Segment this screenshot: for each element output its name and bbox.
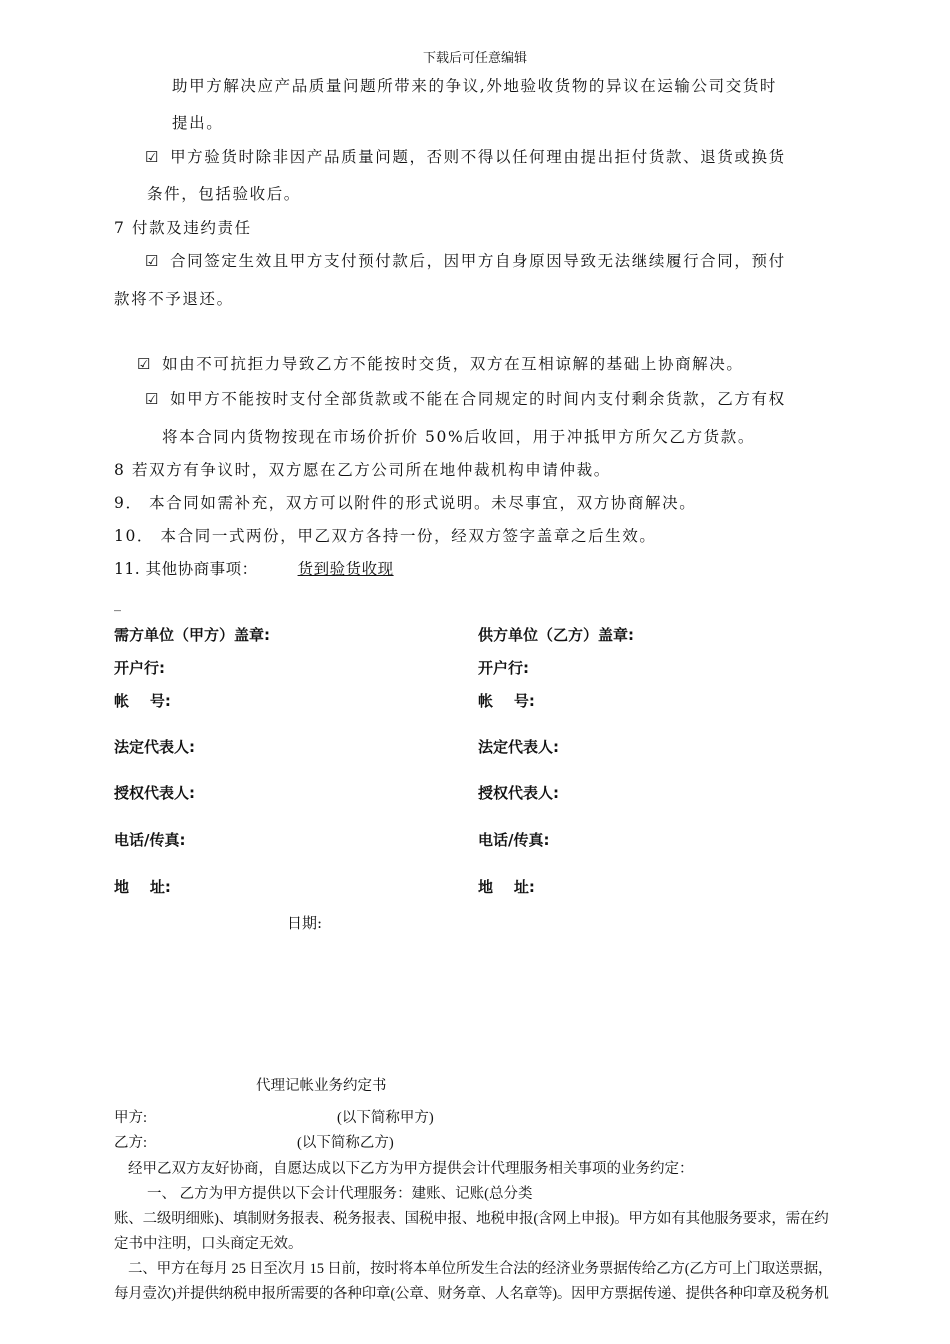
section-8: 8 若双方有争议时，双方愿在乙方公司所在地仲裁机构申请仲裁。 bbox=[114, 461, 611, 479]
seller-seal-label: 供方单位（乙方）盖章: bbox=[478, 626, 634, 644]
clause-inspection-cont: 条件，包括验收后。 bbox=[147, 185, 301, 203]
buyer-account-label: 帐 号: bbox=[114, 692, 171, 710]
section-7-title: 7 付款及违约责任 bbox=[114, 219, 252, 237]
agreement-title: 代理记帐业务约定书 bbox=[256, 1078, 387, 1094]
buyer-address-label: 地 址: bbox=[114, 878, 171, 896]
clause-text: 合同签定生效且甲方支付预付款后，因甲方自身原因导致无法继续履行合同，预付 bbox=[170, 252, 786, 270]
seller-authorized-rep-label: 授权代表人: bbox=[478, 784, 559, 802]
clause-inspection bbox=[145, 145, 786, 167]
page-header: 下载后可任意编辑 bbox=[422, 51, 527, 66]
checkbox-checked-icon: ☑ bbox=[145, 390, 161, 408]
clause-late-payment bbox=[145, 387, 786, 409]
clause-prepayment-cont: 款将不予退还。 bbox=[114, 290, 234, 308]
dash-mark: _ bbox=[114, 596, 121, 612]
agreement-item-1-cont: 账、二级明细账)、填制财务报表、税务报表、国税申报、地税申报(含网上申报)。甲方如有其他服务要求，需在约 bbox=[114, 1211, 829, 1227]
date-label: 日期: bbox=[287, 914, 323, 932]
agreement-item-1-end: 定书中注明，口头商定无效。 bbox=[114, 1236, 303, 1252]
party-a-label: 甲方: bbox=[114, 1110, 148, 1126]
section-11-value: 货到验货收现 bbox=[297, 560, 394, 578]
party-b-note: (以下简称乙方) bbox=[297, 1135, 394, 1151]
buyer-phone-fax-label: 电话/传真: bbox=[114, 831, 186, 849]
section-9: 9． 本合同如需补充，双方可以附件的形式说明。未尽事宜，双方协商解决。 bbox=[114, 494, 697, 512]
buyer-authorized-rep-label: 授权代表人: bbox=[114, 784, 195, 802]
clause-late-payment-cont: 将本合同内货物按现在市场价折价 50%后收回，用于冲抵甲方所欠乙方货款。 bbox=[162, 428, 755, 446]
party-a-note: (以下简称甲方) bbox=[337, 1110, 434, 1126]
checkbox-checked-icon: ☑ bbox=[137, 355, 153, 373]
section-11-label: 11. 其他协商事项： bbox=[114, 560, 258, 578]
agreement-item-2: 二、甲方在每月 25 日至次月 15 日前，按时将本单位所发生合法的经济业务票据传给乙方(乙方可上门取送票据， bbox=[128, 1261, 833, 1277]
seller-address-label: 地 址: bbox=[478, 878, 535, 896]
clause-dispute-line: 助甲方解决应产品质量问题所带来的争议,外地验收货物的异议在运输公司交货时 bbox=[172, 77, 778, 95]
party-b-label: 乙方: bbox=[114, 1135, 148, 1151]
section-10: 10． 本合同一式两份，甲乙双方各持一份，经双方签字盖章之后生效。 bbox=[114, 527, 657, 545]
agreement-item-1: 一、 乙方为甲方提供以下会计代理服务：建账、记账(总分类 bbox=[147, 1186, 533, 1202]
buyer-legal-rep-label: 法定代表人: bbox=[114, 738, 195, 756]
seller-bank-label: 开户行: bbox=[478, 659, 529, 677]
clause-dispute-end: 提出。 bbox=[172, 114, 224, 132]
buyer-bank-label: 开户行: bbox=[114, 659, 165, 677]
section-11 bbox=[114, 557, 394, 579]
clause-force-majeure bbox=[137, 352, 743, 374]
checkbox-checked-icon: ☑ bbox=[145, 148, 161, 166]
checkbox-checked-icon: ☑ bbox=[145, 252, 161, 270]
agreement-intro: 经甲乙双方友好协商，自愿达成以下乙方为甲方提供会计代理服务相关事项的业务约定： bbox=[128, 1161, 694, 1177]
clause-text: 如甲方不能按时支付全部货款或不能在合同规定的时间内支付剩余货款，乙方有权 bbox=[170, 390, 786, 408]
agreement-item-2-cont: 每月壹次)并提供纳税申报所需要的各种印章(公章、财务章、人名章等)。因甲方票据传递、提供各种印章及税务机 bbox=[114, 1286, 829, 1302]
seller-phone-fax-label: 电话/传真: bbox=[478, 831, 550, 849]
clause-text: 甲方验货时除非因产品质量问题，否则不得以任何理由提出拒付货款、退货或换货 bbox=[170, 148, 786, 166]
buyer-seal-label: 需方单位（甲方）盖章: bbox=[114, 626, 270, 644]
seller-account-label: 帐 号: bbox=[478, 692, 535, 710]
clause-prepayment bbox=[145, 249, 786, 271]
clause-text: 如由不可抗拒力导致乙方不能按时交货，双方在互相谅解的基础上协商解决。 bbox=[162, 355, 744, 373]
seller-legal-rep-label: 法定代表人: bbox=[478, 738, 559, 756]
